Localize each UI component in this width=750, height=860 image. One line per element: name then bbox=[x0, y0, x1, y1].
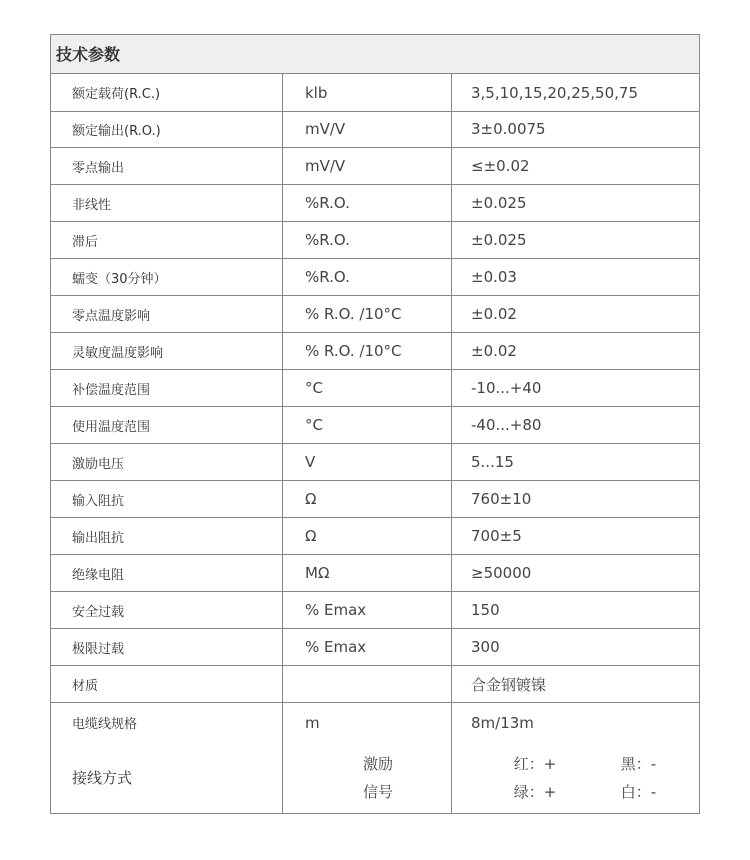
wiring-signal-labels bbox=[282, 742, 451, 813]
table-row bbox=[51, 592, 699, 629]
signal-wires bbox=[514, 781, 656, 803]
param-unit: MΩ bbox=[282, 555, 451, 591]
param-unit bbox=[282, 666, 451, 702]
wiring-row bbox=[51, 742, 699, 813]
red-wire: 红：+ bbox=[513, 754, 557, 773]
param-name: 灵敏度温度影响 bbox=[72, 345, 164, 361]
param-unit: %R.O. bbox=[282, 222, 451, 258]
table-row bbox=[51, 481, 699, 518]
param-value: 5...15 bbox=[451, 444, 699, 480]
param-unit: V bbox=[282, 444, 451, 480]
table-row bbox=[51, 370, 699, 407]
param-value: 3±0.0075 bbox=[451, 111, 699, 147]
param-value: ≥50000 bbox=[451, 555, 699, 591]
table-row bbox=[51, 296, 699, 333]
param-value: ±0.025 bbox=[451, 185, 699, 221]
param-unit: mV/V bbox=[282, 111, 451, 147]
param-value: 700±5 bbox=[451, 518, 699, 554]
table-row bbox=[51, 74, 699, 112]
param-unit: Ω bbox=[282, 481, 451, 517]
black-wire: 黑：- bbox=[620, 754, 657, 773]
param-unit: klb bbox=[282, 74, 451, 111]
table-row bbox=[51, 555, 699, 592]
table-row bbox=[51, 333, 699, 370]
table-row bbox=[51, 259, 699, 296]
table-row bbox=[51, 703, 699, 742]
param-value: 3,5,10,15,20,25,50,75 bbox=[451, 74, 699, 111]
param-unit: %R.O. bbox=[282, 185, 451, 221]
param-unit: °C bbox=[282, 370, 451, 406]
table-row bbox=[51, 444, 699, 481]
param-value: ≤±0.02 bbox=[451, 148, 699, 184]
param-name: 额定载荷(R.C.) bbox=[72, 87, 161, 102]
param-unit: °C bbox=[282, 407, 451, 443]
excitation-wires bbox=[514, 753, 656, 775]
table-row bbox=[51, 518, 699, 555]
param-value: ±0.03 bbox=[451, 259, 699, 295]
param-value: -10...+40 bbox=[451, 370, 699, 406]
param-value: ±0.025 bbox=[451, 222, 699, 258]
param-name: 极限过载 bbox=[72, 641, 125, 657]
param-name: 输入阻抗 bbox=[72, 493, 125, 509]
param-unit: % R.O. /10°C bbox=[282, 333, 451, 369]
table-row bbox=[51, 407, 699, 444]
wiring-colors bbox=[451, 742, 699, 813]
signal-label: 信号 bbox=[362, 782, 393, 801]
wiring-label: 接线方式 bbox=[72, 769, 133, 787]
param-unit: m bbox=[282, 703, 451, 742]
param-name: 绝缘电阻 bbox=[72, 567, 125, 583]
param-name: 零点输出 bbox=[72, 160, 125, 176]
param-unit: mV/V bbox=[282, 148, 451, 184]
param-unit: % Emax bbox=[282, 592, 451, 628]
table-row bbox=[51, 666, 699, 703]
param-name: 输出阻抗 bbox=[72, 530, 125, 546]
param-unit: % R.O. /10°C bbox=[282, 296, 451, 332]
param-name: 额定输出(R.O.) bbox=[72, 123, 161, 139]
param-value: ±0.02 bbox=[451, 296, 699, 332]
param-value: 8m/13m bbox=[451, 703, 699, 742]
white-wire: 白：- bbox=[620, 782, 657, 801]
param-value: ±0.02 bbox=[451, 333, 699, 369]
param-name: 电缆线规格 bbox=[72, 717, 138, 732]
param-value: 合金钢镀镍 bbox=[451, 666, 699, 702]
param-unit: % Emax bbox=[282, 629, 451, 665]
param-name: 激励电压 bbox=[72, 456, 125, 472]
param-value: 300 bbox=[451, 629, 699, 665]
param-value: -40...+80 bbox=[451, 407, 699, 443]
param-name: 使用温度范围 bbox=[72, 419, 151, 435]
param-name: 零点温度影响 bbox=[72, 308, 151, 324]
param-name: 材质 bbox=[72, 678, 99, 694]
green-wire: 绿：+ bbox=[513, 782, 557, 801]
param-name: 滞后 bbox=[72, 234, 99, 250]
table-row bbox=[51, 222, 699, 259]
param-name: 蠕变（30分钟） bbox=[72, 271, 167, 287]
param-unit: %R.O. bbox=[282, 259, 451, 295]
param-name: 补偿温度范围 bbox=[72, 382, 151, 398]
table-row bbox=[51, 111, 699, 148]
table-row bbox=[51, 185, 699, 222]
table-row bbox=[51, 148, 699, 185]
param-value: 760±10 bbox=[451, 481, 699, 517]
param-value: 150 bbox=[451, 592, 699, 628]
excitation-label: 激励 bbox=[362, 754, 393, 773]
param-name: 非线性 bbox=[72, 197, 112, 213]
table-row bbox=[51, 629, 699, 666]
param-name: 安全过载 bbox=[72, 604, 125, 620]
section-title: 技术参数 bbox=[51, 35, 699, 74]
param-unit: Ω bbox=[282, 518, 451, 554]
spec-table bbox=[50, 34, 700, 814]
